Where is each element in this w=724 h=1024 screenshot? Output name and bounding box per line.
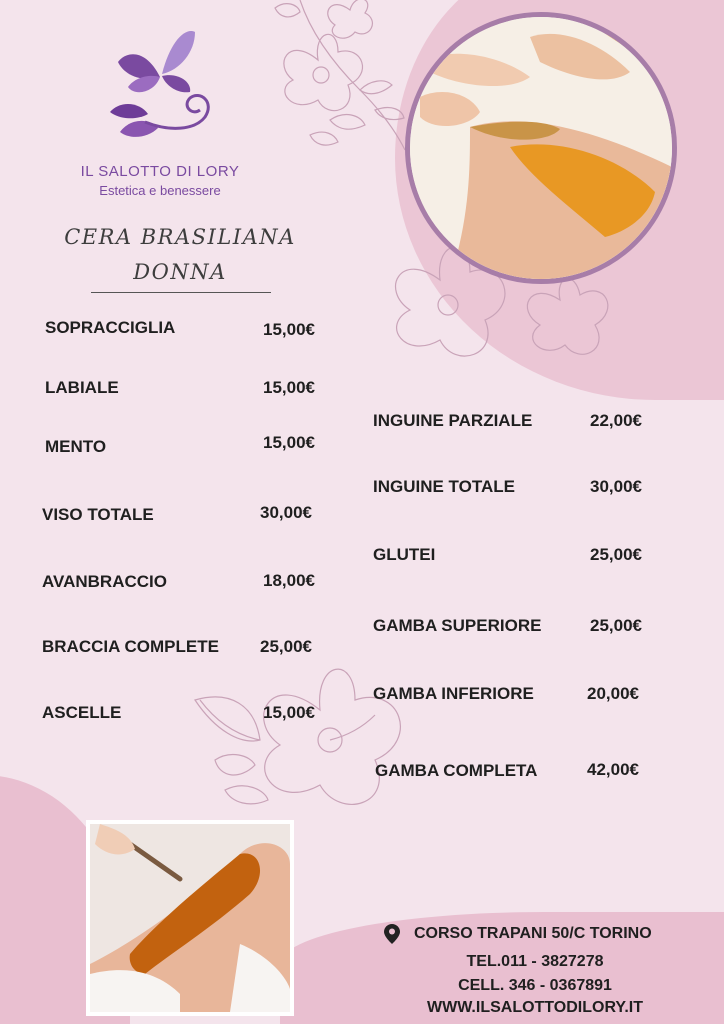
menu-item-price: 25,00€ [590, 616, 642, 635]
page-title-line2: DONNA [133, 260, 227, 284]
menu-item-name: GAMBA COMPLETA [375, 761, 538, 780]
title-divider [91, 292, 271, 293]
page-title-line1: CERA BRASILIANA [64, 225, 296, 249]
menu-item-name: ASCELLE [42, 703, 122, 722]
brand-subtitle: Estetica e benessere [99, 183, 221, 198]
menu-item-price: 25,00€ [590, 545, 642, 564]
waxing-photo-rect [86, 820, 294, 1016]
menu-item-price: 18,00€ [263, 571, 315, 590]
address-row [384, 923, 652, 945]
menu-item-name: LABIALE [45, 378, 119, 397]
menu-item-price: 30,00€ [590, 477, 642, 496]
menu-item-price: 25,00€ [260, 637, 312, 656]
menu-item-name: INGUINE PARZIALE [373, 411, 533, 430]
menu-item-price: 20,00€ [587, 684, 639, 703]
menu-item-name: MENTO [45, 437, 107, 456]
map-pin-icon [384, 924, 400, 944]
website-link[interactable]: WWW.ILSALOTTODILORY.IT [427, 999, 643, 1016]
menu-item-price: 15,00€ [263, 378, 315, 397]
menu-item-name: VISO TOTALE [42, 505, 154, 524]
menu-item-name: BRACCIA COMPLETE [42, 637, 219, 656]
menu-item-name: GAMBA INFERIORE [373, 684, 534, 703]
address-text: CORSO TRAPANI 50/C TORINO [414, 925, 652, 942]
menu-item-price: 22,00€ [590, 411, 642, 430]
butterfly-swirl-logo [100, 22, 230, 152]
menu-item-price: 30,00€ [260, 503, 312, 522]
menu-item-name: AVANBRACCIO [42, 572, 167, 591]
menu-item-price: 15,00€ [263, 320, 315, 339]
menu-item-price: 15,00€ [263, 433, 315, 452]
menu-item-name: INGUINE TOTALE [373, 477, 515, 496]
phone-number[interactable]: TEL.011 - 3827278 [466, 953, 604, 970]
waxing-photo-circle [405, 12, 677, 284]
menu-item-name: SOPRACCIGLIA [45, 318, 176, 337]
menu-item-price: 15,00€ [263, 703, 315, 722]
menu-item-name: GLUTEI [373, 545, 436, 564]
cell-number[interactable]: CELL. 346 - 0367891 [458, 977, 612, 994]
menu-item-price: 42,00€ [587, 760, 639, 779]
menu-item-name: GAMBA SUPERIORE [373, 616, 542, 635]
brand-name: IL SALOTTO DI LORY [80, 163, 240, 180]
